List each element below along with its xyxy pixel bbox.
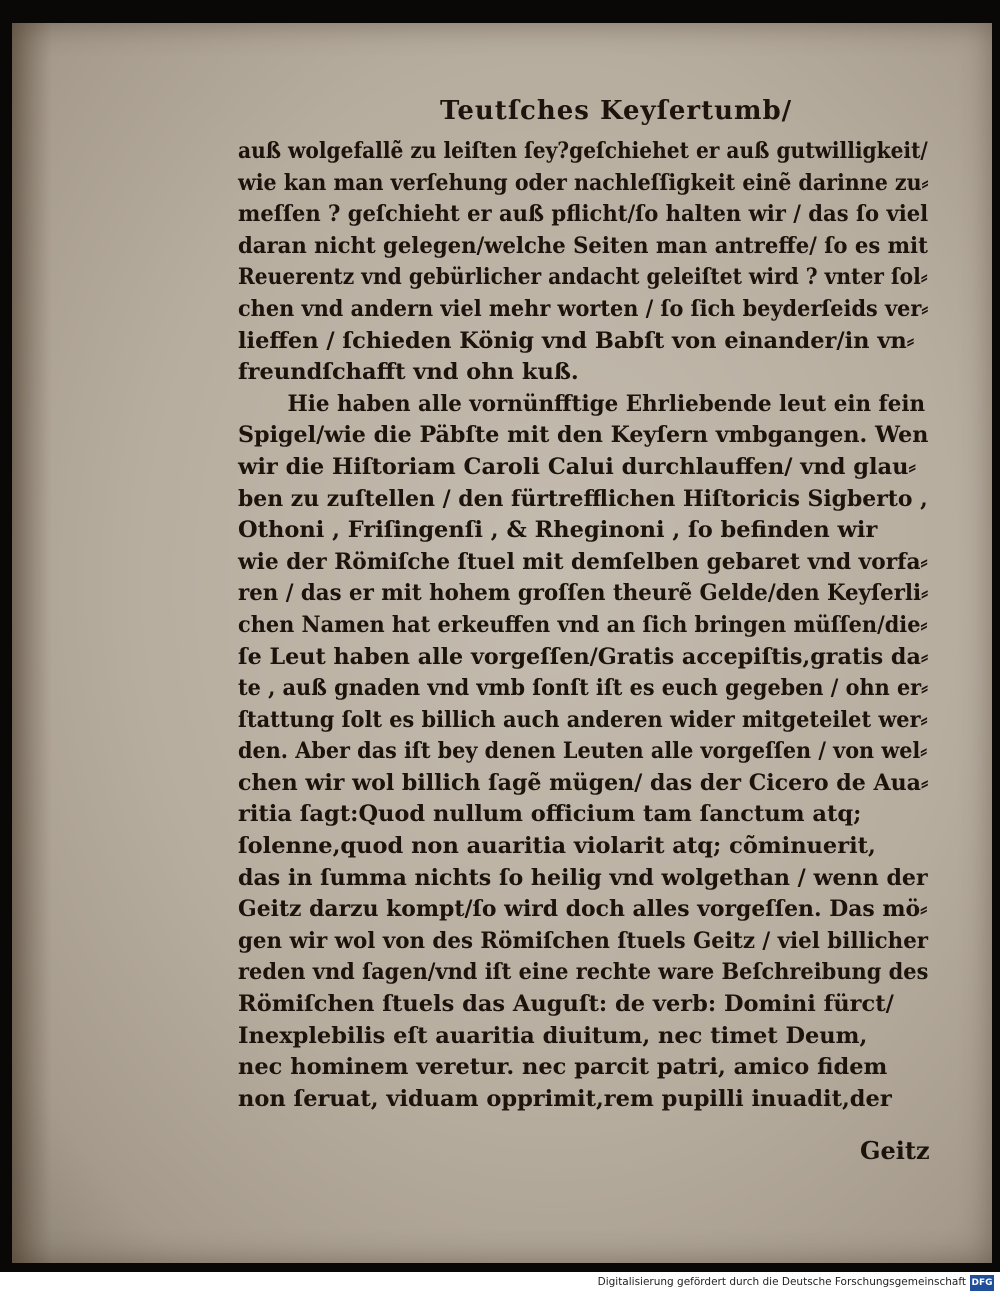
running-head: Teutſches Keyſertumb/ xyxy=(440,96,793,126)
text-line: Othoni , Friſingenſi , & Rheginoni , ſo befinden wir xyxy=(238,517,878,544)
catchword: Geitz xyxy=(860,1136,930,1165)
text-line: Römiſchen ſtuels das Auguſt: de verb: Domini fürct/ xyxy=(238,991,894,1018)
text-line: meſſen ? geſchieht er auß pflicht/ſo halten wir / das ſo viel xyxy=(238,201,929,228)
text-line: ſolenne,quod non auaritia violarit atq; cõminuerit, xyxy=(238,833,876,860)
text-line: Inexplebilis eſt auaritia diuitum, nec timet Deum, xyxy=(238,1022,868,1049)
text-line: wie kan man verſehung oder nachleſſigkeit einẽ darinne zu⸗ xyxy=(238,169,929,196)
text-line: wie der Römiſche ſtuel mit demſelben gebaret vnd vorfa⸗ xyxy=(238,548,928,575)
text-line: das in ſumma nichts ſo heilig vnd wolgethan / wenn der xyxy=(238,864,928,891)
text-line: nec hominem veretur. nec parcit patri, amico fidem xyxy=(238,1054,888,1081)
text-line: ben zu zuſtellen / den fürtrefflichen Hiſtoricis Sigberto , xyxy=(238,485,928,512)
text-line: wir die Hiſtoriam Caroli Calui durchlauffen/ vnd glau⸗ xyxy=(238,453,916,480)
text-line: daran nicht gelegen/welche Seiten man antreffe/ ſo es mit xyxy=(238,232,928,259)
text-line: ren / das er mit hohem groſſen theurẽ Gelde/den Keyſerli⸗ xyxy=(238,580,929,607)
text-line: freundſchafft vnd ohn kuß. xyxy=(238,359,579,386)
text-line: den. Aber das iſt bey denen Leuten alle vorgeſſen / von wel⸗ xyxy=(238,738,928,765)
text-line: te , auß gnaden vnd vmb ſonſt iſt es euch gegeben / ohn er⸗ xyxy=(238,675,929,702)
text-line: chen vnd andern viel mehr worten / ſo ſich beyderſeids ver⸗ xyxy=(238,295,929,322)
paragraph-start-line: Hie haben alle vornünfftige Ehrliebende leut ein fein xyxy=(287,390,926,417)
body-text xyxy=(238,136,938,1115)
text-line: chen wir wol billich ſagẽ mügen/ das der Cicero de Aua⸗ xyxy=(238,769,929,796)
dfg-logo: DFG xyxy=(970,1275,994,1291)
text-line: ritia ſagt:Quod nullum officium tam ſanctum atq; xyxy=(238,801,862,828)
text-line: ſe Leut haben alle vorgeſſen/Gratis accepiſtis,gratis da⸗ xyxy=(238,643,929,670)
funding-notice: Digitalisierung gefördert durch die Deutsche Forschungsgemeinschaft xyxy=(597,1276,966,1288)
page-gutter-shadow xyxy=(12,23,52,1263)
text-line: Spigel/wie die Päbſte mit den Keyſern vmbgangen. Wen xyxy=(238,422,929,449)
text-line: auß wolgefallẽ zu leiſten ſey?geſchiehet er auß gutwilligkeit/ xyxy=(238,138,928,164)
text-line: non ſeruat, viduam opprimit,rem pupilli inuadit,der xyxy=(238,1085,892,1112)
text-line: gen wir wol von des Römiſchen ſtuels Geitz / viel billicher xyxy=(238,927,929,954)
text-line: Geitz darzu kompt/ſo wird doch alles vorgeſſen. Das mö⸗ xyxy=(238,896,928,923)
digitization-footer xyxy=(0,1272,1000,1295)
text-line: chen Namen hat erkeuffen vnd an ſich bringen müſſen/die⸗ xyxy=(238,611,928,638)
text-line: lieffen / ſchieden König vnd Babſt von einander/in vn⸗ xyxy=(238,327,915,354)
text-line: Reuerentz vnd gebürlicher andacht geleiſtet wird ? vnter ſol⸗ xyxy=(238,264,928,291)
text-line: ſtattung ſolt es billich auch anderen wider mitgeteilet wer⸗ xyxy=(238,706,928,733)
text-line: reden vnd ſagen/vnd iſt eine rechte ware Beſchreibung des xyxy=(238,959,929,986)
